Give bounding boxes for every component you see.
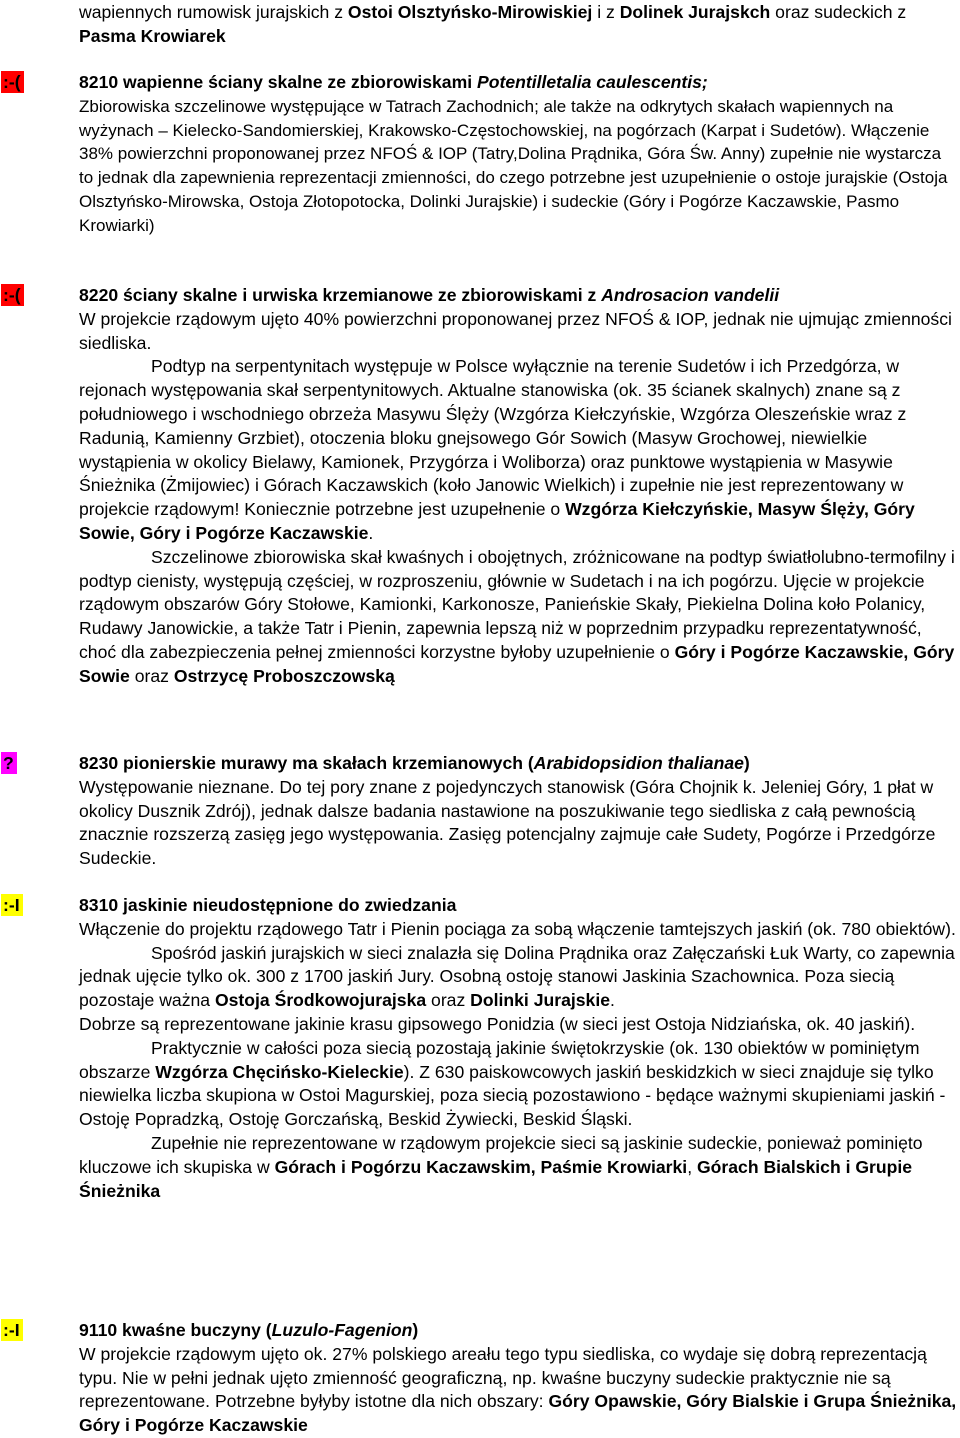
intro-text-2: i z: [592, 2, 620, 22]
section-8230-body: Występowanie nieznane. Do tej pory znane z pojedynczych stanowisk (Góra Chojnik k. Jeleniej Góry, 1 płat w okolicy Dusznik Zdrój), jednak dalsze badania nastawione na poszukiwanie tego siedliska z całą pewnością znacznie rozszerzą zasięg jego występowania. Zasięg potencjalny zajmuje całe Sudety, Pogórze i Przedgórze Sudeckie.: [79, 776, 936, 869]
p5-mid-8310: ,: [687, 1156, 697, 1177]
p5-bold2-8310: Górach Bialskich i Grupie Śnieżnika: [79, 1156, 913, 1201]
section-8310-paragraph-1: Włączenie do projektu rządowego Tatr i Pienin pociąga za sobą włączenie tamtejszych jaskiń (ok. 780 obiektów).: [79, 918, 956, 939]
intro-paragraph: [79, 1, 957, 49]
section-8210-body: Zbiorowiska szczelinowe występujące w Tatrach Zachodnich; ale także na odkrytych skałach wapiennych na wyżynach – Kielecko-Sandomierskiej, Krakowsko-Częstochowskiej, na pogórzach (Karpat i Sudetów). Włączenie 38% powierzchni proponowanej przez NFOŚ & IOP (Tatry,Dolina Prądnika, Góra Św. Anny) zupełnie nie wystarcza to jednak dla zapewnienia reprezentacji zmienności, do czego potrzebne jest uzupełnienie o ostoje jurajskie (Ostoja Olsztyńsko-Mirowska, Ostoja Złotopotocka, Dolinki Jurajskie) i sudeckie (Góry i Pogórze Kaczawskie, Pasmo Krowiarki): [79, 96, 948, 235]
section-8220-paragraph-2: [79, 355, 957, 545]
intro-text-1: wapiennych rumowisk jurajskich z: [79, 2, 348, 22]
p3-bold1-8220: Góry i Pogórze Kaczawskie, Góry Sowie: [79, 641, 955, 686]
p2-text-8220: Podtyp na serpentynitach występuje w Polsce wyłącznie na terenie Sudetów i ich Przedgórza, w rejonach występowania skał serpentynitowych. Aktualne stanowiska (ok. 35 ścianek skalnych) znane są z południowego i wschodniego obrzeża Masywu Ślęży (Wzgórza Kiełczyńskie, Wzgórza Oleszeńskie wraz z Radunią, Kamienny Grzbiet), otoczenia bloku gnejsowego Gór Sowich (Masyw Grochowej, niewielkie wystąpienia w okolicy Bielawy, Kamionek, Przygórza i Woliborza) oraz punktowe wystąpienia w Masywie Śnieżnika (Żmijowiec) i Górach Kaczawskich (koło Janowic Wielkich) i zupełnie nie jest reprezentowany w projekcie rządowym! Koniecznie potrzebne jest uzupełnenie o: [79, 356, 907, 520]
p4-rest-8310: ). Z 630 paiskowcowych jaskiń beskidzkich w sieci znajduje się tylko niewielka liczba skupiona w Ostoi Magurskiej, poza siecią pozostawiono - będące ważnymi skupieniami jaskiń - Ostoję Popradzką, Ostoję Gorczańską, Beskid Żywiecki, Beskid Śląski.: [79, 1061, 946, 1130]
heading-code-8220: 8220 ściany skalne i urwiska krzemianowe ze zbiorowiskami z: [79, 285, 602, 305]
section-8310-paragraph-3: Dobrze są reprezentowane jakinie krasu gipsowego Ponidzia (w sieci jest Ostoja Nidziańska, ok. 40 jaskiń).: [79, 1013, 916, 1034]
section-8310-paragraph-4: [79, 1037, 957, 1132]
section-8230-heading: [79, 752, 957, 776]
p2-mid-8310: oraz: [426, 990, 471, 1011]
p4-text-8310: Praktycznie w całości poza siecią pozostają jakinie świętokrzyskie (ok. 130 obiektów w pominiętym obszarze: [79, 1037, 920, 1082]
section-8220-heading: [79, 284, 957, 308]
section-8210-content: [79, 71, 957, 238]
p3-bold2-8220: Ostrzycę Proboszczowską: [173, 665, 395, 686]
heading-latin-8210: Potentilletalia caulescentis;: [477, 72, 708, 92]
intro-bold-2: Dolinek Jurajskch: [619, 2, 771, 22]
p2-end-8220: .: [368, 522, 374, 543]
p2-bold-8220: Wzgórza Kiełczyńskie, Masyw Ślęży, Góry Sowie, Góry i Pogórze Kaczawskie: [79, 499, 915, 543]
section-8310-heading: 8310 jaskinie nieudostępnione do zwiedzania: [79, 895, 457, 915]
section-8220-content: [79, 284, 957, 689]
heading-latin-8220: Androsacion vandelii: [601, 285, 780, 305]
section-8310-paragraph-5: [79, 1132, 957, 1203]
section-8210-heading: [79, 71, 957, 95]
status-marker-8210: :-(: [1, 71, 24, 93]
p2-bold1-8310: Ostoja Środkowojurajska: [214, 990, 427, 1011]
intro-bold-3: Pasma Krowiarek: [79, 25, 226, 46]
p2-text-8310: Spośród jaskiń jurajskich w sieci znalazła się Dolina Prądnika oraz Załęczański Łuk Warty, co zapewnia jednak ujęcie tylko ok. 300 z 1700 jaskiń Jury. Osobną ostoję stanowi Jaskinia Szachownica. Poza siecią pozostaje ważna: [79, 942, 955, 1011]
intro-bold-1: Ostoi Olsztyńsko-Mirowiskiej: [347, 2, 593, 22]
heading-close-9110: ): [412, 1320, 419, 1340]
p2-bold2-8310: Dolinki Jurajskie: [470, 990, 610, 1011]
section-9110-body: [79, 1343, 957, 1438]
heading-close-8230: ): [743, 753, 750, 773]
heading-code-8230: 8230 pionierskie murawy ma skałach krzemianowych (: [79, 753, 534, 773]
intro-text-3: oraz sudeckich z: [770, 2, 907, 22]
section-8310-content: [79, 894, 957, 1203]
p2-end-8310: .: [610, 990, 615, 1011]
section-8220-paragraph-1: W projekcie rządowym ujęto 40% powierzchni proponowanej przez NFOŚ & IOP, jednak nie ujmując zmienności siedliska.: [79, 308, 952, 353]
heading-code-9110: 9110 kwaśne buczyny (: [79, 1320, 272, 1340]
status-marker-8230: ?: [1, 752, 17, 774]
status-marker-8220: :-(: [1, 284, 24, 306]
section-9110-heading: [79, 1319, 957, 1343]
p5-text-8310: Zupełnie nie reprezentowane w rządowym projekcie sieci są jaskinie sudeckie, ponieważ pominięto kluczowe ich skupiska w: [79, 1132, 923, 1177]
status-marker-8310: :-I: [1, 894, 23, 916]
body-bold-9110: Góry Opawskie, Góry Bialskie i Grupa Śnieżnika, Góry i Pogórze Kaczawskie: [79, 1391, 957, 1436]
p4-bold-8310: Wzgórza Chęcińsko-Kieleckie: [155, 1061, 404, 1082]
p3-mid-8220: oraz: [129, 665, 174, 686]
section-8220-paragraph-3: [79, 546, 957, 689]
p5-bold1-8310: Górach i Pogórzu Kaczawskim, Paśmie Krowiarki: [274, 1156, 688, 1177]
status-marker-9110: :-I: [1, 1319, 23, 1341]
heading-latin-8230: Arabidopsidion thalianae: [533, 753, 744, 773]
section-9110-content: [79, 1319, 957, 1438]
heading-code-8210: 8210 wapienne ściany skalne ze zbiorowiskami: [79, 72, 477, 92]
section-8230-content: [79, 752, 957, 871]
heading-latin-9110: Luzulo-Fagenion: [271, 1320, 413, 1340]
body-text-9110: W projekcie rządowym ujęto ok. 27% polskiego areału tego typu siedliska, co wydaje się dobrą reprezentacją typu. Nie w pełni jednak ujęto zmienność geograficzną, np. kwaśne buczyny sudeckie praktycznie nie są reprezentowane. Potrzebne byłyby istotne dla nich obszary:: [79, 1343, 927, 1412]
p3-text-8220: Szczelinowe zbiorowiska skał kwaśnych i obojętnych, zróżnicowane na podtyp światłolubno-termofilny i podtyp cienisty, występują częściej, w rozproszeniu, głównie w Sudetach i na ich pogórzu. Ujęcie w projekcie rządowym obszarów Góry Stołowe, Kamionki, Karkonosze, Panieńskie Skały, Piekielna Dolina koło Polanicy, Rudawy Janowickie, a także Tatr i Pienin, zapewnia lepszą niż w poprzednim przypadku reprezentatywność, choć dla zabezpieczenia pełnej zmienności korzystne byłoby uzupełnienie o: [79, 546, 955, 662]
section-8310-paragraph-2: [79, 942, 957, 1013]
